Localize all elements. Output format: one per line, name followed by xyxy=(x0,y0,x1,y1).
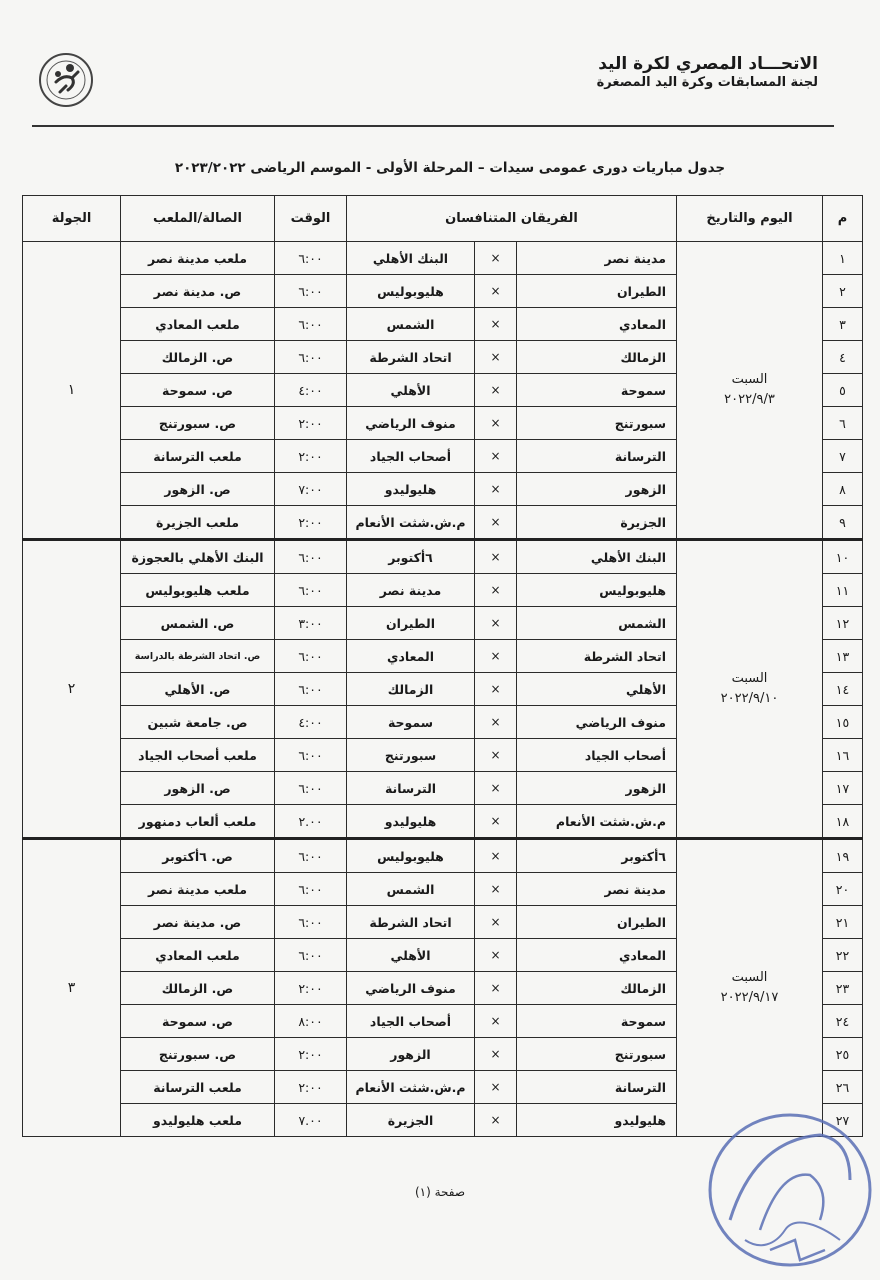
match-venue: ملعب المعادي xyxy=(121,308,275,341)
match-number: ٢٠ xyxy=(823,873,863,906)
versus-mark: × xyxy=(475,275,517,308)
round-number: ٣ xyxy=(23,839,121,1137)
home-team: الطيران xyxy=(517,275,677,308)
away-team: أصحاب الجياد xyxy=(347,1005,475,1038)
home-team: المعادي xyxy=(517,308,677,341)
match-venue: ملعب الترسانة xyxy=(121,440,275,473)
away-team: م.ش.شثت الأنعام xyxy=(347,506,475,540)
away-team: الترسانة xyxy=(347,772,475,805)
versus-mark: × xyxy=(475,242,517,275)
match-number: ٦ xyxy=(823,407,863,440)
home-team: الترسانة xyxy=(517,440,677,473)
home-team: سموحة xyxy=(517,1005,677,1038)
versus-mark: × xyxy=(475,506,517,540)
home-team: سبورتنج xyxy=(517,1038,677,1071)
away-team: منوف الرياضي xyxy=(347,972,475,1005)
versus-mark: × xyxy=(475,607,517,640)
day-name: السبت xyxy=(731,970,768,985)
match-number: ٧ xyxy=(823,440,863,473)
match-time: ٧.٠٠ xyxy=(275,1104,347,1137)
match-venue: ملعب الجزيرة xyxy=(121,506,275,540)
away-team: م.ش.شثت الأنعام xyxy=(347,1071,475,1104)
away-team: الزمالك xyxy=(347,673,475,706)
match-time: ٢:٠٠ xyxy=(275,440,347,473)
federation-name: الاتحـــاد المصري لكرة اليد xyxy=(598,54,818,74)
away-team: منوف الرياضي xyxy=(347,407,475,440)
match-number: ٤ xyxy=(823,341,863,374)
match-venue: ص. جامعة شبين xyxy=(121,706,275,739)
match-time: ٦:٠٠ xyxy=(275,242,347,275)
match-time: ٢:٠٠ xyxy=(275,972,347,1005)
away-team: الزهور xyxy=(347,1038,475,1071)
match-time: ٢.٠٠ xyxy=(275,805,347,839)
match-venue: ملعب مدينة نصر xyxy=(121,242,275,275)
match-number: ١٢ xyxy=(823,607,863,640)
versus-mark: × xyxy=(475,473,517,506)
match-number: ٢ xyxy=(823,275,863,308)
away-team: هليوبوليس xyxy=(347,275,475,308)
match-time: ٢:٠٠ xyxy=(275,1038,347,1071)
table-header-row xyxy=(23,196,863,242)
away-team: هليوليدو xyxy=(347,473,475,506)
table-row xyxy=(23,242,863,275)
col-header-teams: الفريقان المتنافسان xyxy=(347,196,677,242)
versus-mark: × xyxy=(475,540,517,574)
match-number: ٢٥ xyxy=(823,1038,863,1071)
match-venue: ص. الزهور xyxy=(121,772,275,805)
match-time: ٦:٠٠ xyxy=(275,341,347,374)
versus-mark: × xyxy=(475,640,517,673)
match-venue: ص. سبورتنج xyxy=(121,407,275,440)
versus-mark: × xyxy=(475,873,517,906)
match-number: ١٥ xyxy=(823,706,863,739)
home-team: الترسانة xyxy=(517,1071,677,1104)
match-venue: ص. الزمالك xyxy=(121,972,275,1005)
match-time: ٣:٠٠ xyxy=(275,607,347,640)
match-date: ٢٠٢٢/٩/٣ xyxy=(724,392,775,407)
home-team: مدينة نصر xyxy=(517,242,677,275)
versus-mark: × xyxy=(475,972,517,1005)
committee-name: لجنة المسابقات وكرة اليد المصغرة xyxy=(596,75,818,90)
match-number: ٢١ xyxy=(823,906,863,939)
home-team: الزمالك xyxy=(517,341,677,374)
versus-mark: × xyxy=(475,1071,517,1104)
match-venue: ص. الزمالك xyxy=(121,341,275,374)
versus-mark: × xyxy=(475,407,517,440)
stamp-signature-icon xyxy=(700,1100,875,1275)
match-time: ٦:٠٠ xyxy=(275,939,347,972)
col-header-day: اليوم والتاريخ xyxy=(677,196,823,242)
match-time: ٢:٠٠ xyxy=(275,407,347,440)
page-number: صفحة (١) xyxy=(414,1185,466,1199)
match-venue: ص. اتحاد الشرطة بالدراسة xyxy=(121,640,275,673)
match-number: ٢٤ xyxy=(823,1005,863,1038)
home-team: الزهور xyxy=(517,473,677,506)
match-venue: ملعب الترسانة xyxy=(121,1071,275,1104)
table-row xyxy=(23,839,863,873)
away-team: مدينة نصر xyxy=(347,574,475,607)
home-team: مدينة نصر xyxy=(517,873,677,906)
versus-mark: × xyxy=(475,906,517,939)
day-name: السبت xyxy=(731,372,768,387)
versus-mark: × xyxy=(475,805,517,839)
versus-mark: × xyxy=(475,772,517,805)
home-team: اتحاد الشرطة xyxy=(517,640,677,673)
away-team: اتحاد الشرطة xyxy=(347,341,475,374)
match-venue: البنك الأهلي بالعجوزة xyxy=(121,540,275,574)
home-team: الجزيرة xyxy=(517,506,677,540)
away-team: الطيران xyxy=(347,607,475,640)
match-time: ٦:٠٠ xyxy=(275,739,347,772)
match-venue: ملعب هليوبوليس xyxy=(121,574,275,607)
away-team: هليوليدو xyxy=(347,805,475,839)
match-time: ٦:٠٠ xyxy=(275,772,347,805)
match-number: ١٧ xyxy=(823,772,863,805)
match-venue: ص. سبورتنج xyxy=(121,1038,275,1071)
versus-mark: × xyxy=(475,739,517,772)
match-venue: ملعب هليوليدو xyxy=(121,1104,275,1137)
federation-logo-icon xyxy=(38,52,94,108)
col-header-num: م xyxy=(823,196,863,242)
away-team: الأهلي xyxy=(347,939,475,972)
day-name: السبت xyxy=(731,671,768,686)
match-day-date xyxy=(677,242,823,540)
match-time: ٦:٠٠ xyxy=(275,574,347,607)
away-team: الأهلي xyxy=(347,374,475,407)
match-venue: ص. سموحة xyxy=(121,1005,275,1038)
match-venue: ملعب المعادي xyxy=(121,939,275,972)
match-venue: ص. الزهور xyxy=(121,473,275,506)
match-number: ١ xyxy=(823,242,863,275)
match-time: ٤:٠٠ xyxy=(275,706,347,739)
table-row xyxy=(23,540,863,574)
home-team: البنك الأهلي xyxy=(517,540,677,574)
match-time: ٦:٠٠ xyxy=(275,873,347,906)
away-team: سبورتنج xyxy=(347,739,475,772)
match-time: ٦:٠٠ xyxy=(275,839,347,873)
round-number: ٢ xyxy=(23,540,121,839)
match-time: ٦:٠٠ xyxy=(275,308,347,341)
away-team: الشمس xyxy=(347,873,475,906)
match-time: ٦:٠٠ xyxy=(275,673,347,706)
away-team: اتحاد الشرطة xyxy=(347,906,475,939)
match-day-date xyxy=(677,540,823,839)
match-number: ٩ xyxy=(823,506,863,540)
home-team: م.ش.شثت الأنعام xyxy=(517,805,677,839)
match-time: ٨:٠٠ xyxy=(275,1005,347,1038)
match-number: ١٩ xyxy=(823,839,863,873)
match-time: ٦:٠٠ xyxy=(275,906,347,939)
match-venue: ص. الأهلي xyxy=(121,673,275,706)
home-team: الزمالك xyxy=(517,972,677,1005)
match-number: ٥ xyxy=(823,374,863,407)
match-number: ٨ xyxy=(823,473,863,506)
home-team: هليوبوليس xyxy=(517,574,677,607)
home-team: منوف الرياضي xyxy=(517,706,677,739)
match-number: ٢٣ xyxy=(823,972,863,1005)
match-time: ٧:٠٠ xyxy=(275,473,347,506)
home-team: الأهلي xyxy=(517,673,677,706)
col-header-time: الوقت xyxy=(275,196,347,242)
match-date: ٢٠٢٢/٩/١٠ xyxy=(720,691,779,706)
home-team: هليوليدو xyxy=(517,1104,677,1137)
match-time: ٢:٠٠ xyxy=(275,506,347,540)
versus-mark: × xyxy=(475,1005,517,1038)
match-number: ٢٦ xyxy=(823,1071,863,1104)
home-team: الشمس xyxy=(517,607,677,640)
match-venue: ص. ٦أكتوبر xyxy=(121,839,275,873)
away-team: هليوبوليس xyxy=(347,839,475,873)
match-number: ١١ xyxy=(823,574,863,607)
home-team: المعادي xyxy=(517,939,677,972)
match-venue: ص. سموحة xyxy=(121,374,275,407)
header-divider xyxy=(32,125,834,127)
match-number: ١٤ xyxy=(823,673,863,706)
match-venue: ملعب أصحاب الجياد xyxy=(121,739,275,772)
match-venue: ملعب ألعاب دمنهور xyxy=(121,805,275,839)
home-team: الزهور xyxy=(517,772,677,805)
home-team: الطيران xyxy=(517,906,677,939)
match-time: ٤:٠٠ xyxy=(275,374,347,407)
schedule-title: جدول مباريات دورى عمومى سيدات – المرحلة الأولى - الموسم الرياضى ٢٠٢٣/٢٠٢٢ xyxy=(174,160,726,176)
match-time: ٢:٠٠ xyxy=(275,1071,347,1104)
match-date: ٢٠٢٢/٩/١٧ xyxy=(720,990,779,1005)
away-team: سموحة xyxy=(347,706,475,739)
versus-mark: × xyxy=(475,574,517,607)
round-number: ١ xyxy=(23,242,121,540)
match-time: ٦:٠٠ xyxy=(275,540,347,574)
match-number: ١٠ xyxy=(823,540,863,574)
match-number: ٣ xyxy=(823,308,863,341)
away-team: الشمس xyxy=(347,308,475,341)
col-header-venue: الصالة/الملعب xyxy=(121,196,275,242)
away-team: الجزيرة xyxy=(347,1104,475,1137)
away-team: ٦أكتوبر xyxy=(347,540,475,574)
col-header-round: الجولة xyxy=(23,196,121,242)
versus-mark: × xyxy=(475,308,517,341)
versus-mark: × xyxy=(475,706,517,739)
versus-mark: × xyxy=(475,673,517,706)
match-venue: ص. مدينة نصر xyxy=(121,906,275,939)
versus-mark: × xyxy=(475,1038,517,1071)
match-day-date xyxy=(677,839,823,1137)
versus-mark: × xyxy=(475,839,517,873)
match-number: ١٨ xyxy=(823,805,863,839)
versus-mark: × xyxy=(475,374,517,407)
versus-mark: × xyxy=(475,440,517,473)
match-number: ٢٢ xyxy=(823,939,863,972)
home-team: أصحاب الجياد xyxy=(517,739,677,772)
match-number: ١٣ xyxy=(823,640,863,673)
home-team: سموحة xyxy=(517,374,677,407)
home-team: ٦أكتوبر xyxy=(517,839,677,873)
home-team: سبورتنج xyxy=(517,407,677,440)
match-venue: ص. مدينة نصر xyxy=(121,275,275,308)
match-schedule-table xyxy=(22,195,863,1137)
away-team: المعادي xyxy=(347,640,475,673)
match-number: ٢٧ xyxy=(823,1104,863,1137)
match-venue: ص. الشمس xyxy=(121,607,275,640)
away-team: أصحاب الجياد xyxy=(347,440,475,473)
match-time: ٦:٠٠ xyxy=(275,640,347,673)
versus-mark: × xyxy=(475,939,517,972)
letterhead xyxy=(597,54,818,92)
match-number: ١٦ xyxy=(823,739,863,772)
match-time: ٦:٠٠ xyxy=(275,275,347,308)
away-team: البنك الأهلي xyxy=(347,242,475,275)
versus-mark: × xyxy=(475,341,517,374)
versus-mark: × xyxy=(475,1104,517,1137)
match-venue: ملعب مدينة نصر xyxy=(121,873,275,906)
